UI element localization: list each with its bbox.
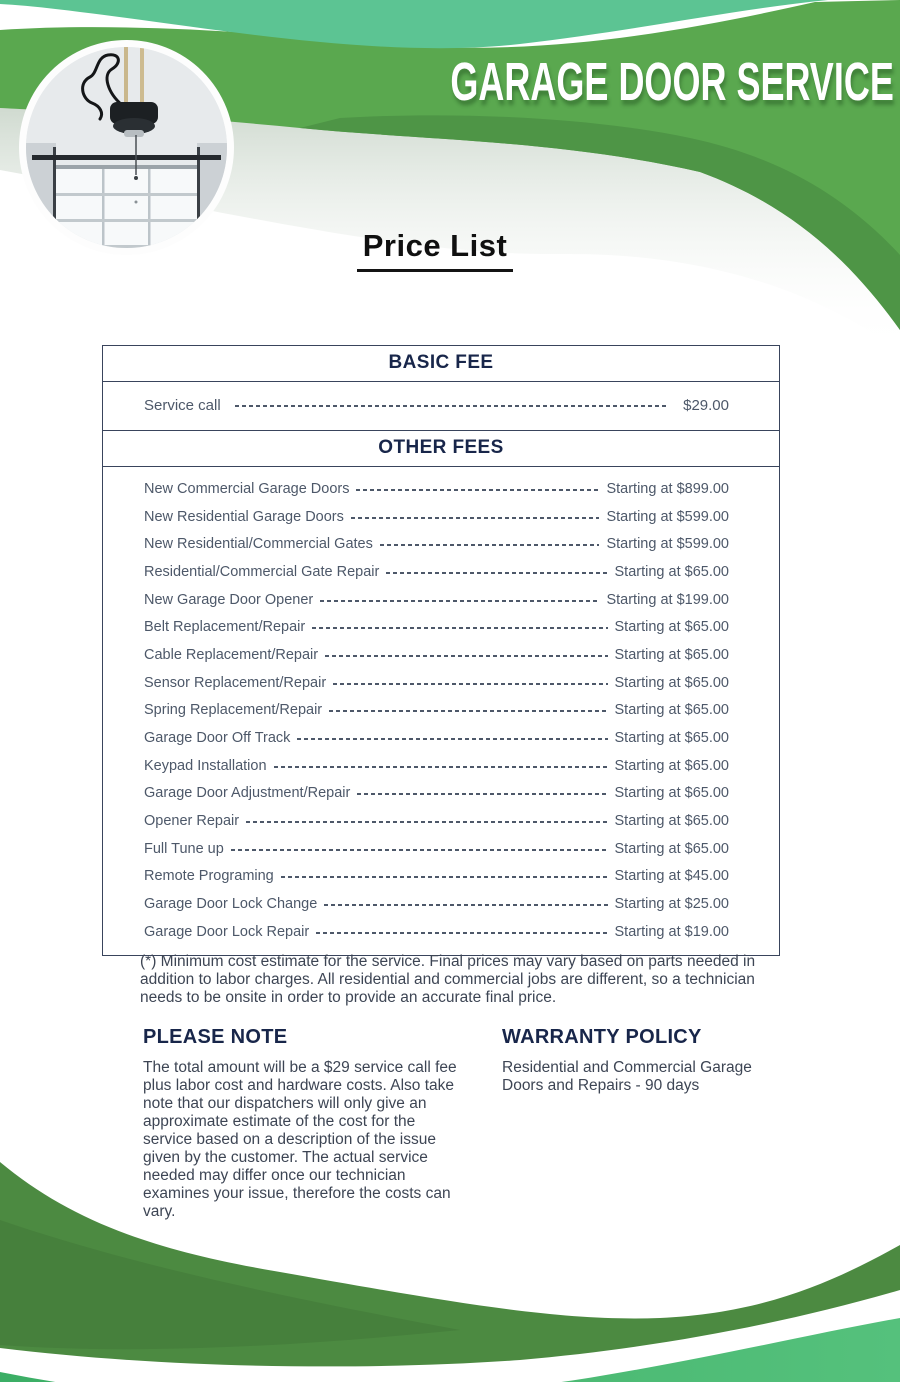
garage-door-illustration [26,47,227,248]
fee-price: Starting at $65.00 [614,757,729,774]
fee-label: Remote Programing [144,868,274,885]
torsion-bar [32,155,221,160]
fee-price: Starting at $599.00 [606,508,729,525]
dotted-leader [351,517,600,519]
opener-strap [124,47,128,105]
wire-knob [134,176,138,180]
dotted-leader [274,766,608,768]
fee-row [144,807,729,835]
dotted-leader [324,904,607,906]
fee-label: Cable Replacement/Repair [144,646,319,663]
fee-row [144,475,729,503]
dotted-leader [329,710,607,712]
dotted-leader [281,876,608,878]
dotted-leader [297,738,607,740]
fee-row [144,669,729,697]
fee-price: Starting at $65.00 [614,674,729,691]
fee-label: Residential/Commercial Gate Repair [144,563,380,580]
door-header [56,165,197,169]
basic-fee-heading: BASIC FEE [103,346,779,382]
disclaimer-note: (*) Minimum cost estimate for the service. Final prices may vary based on parts needed in addition to labor charges. All residential and commercial jobs are different, so a technician needs to be onsite in order to provide an accurate final price. [140,953,756,1007]
fee-label: Garage Door Lock Change [144,896,318,913]
brand-title: GARAGE DOOR SERVICE [450,50,894,112]
fee-row [144,530,729,558]
fee-row [144,863,729,891]
fee-row [144,780,729,808]
dotted-leader [325,655,607,657]
fee-row [144,890,729,918]
fee-price: Starting at $65.00 [614,563,729,580]
fee-price: Starting at $65.00 [614,785,729,802]
please-note-heading: PLEASE NOTE [143,1026,288,1048]
warranty-policy-heading: WARRANTY POLICY [502,1026,702,1048]
fee-row [144,918,729,946]
fee-row [144,503,729,531]
fee-price: Starting at $199.00 [606,591,729,608]
fee-price: Starting at $65.00 [614,730,729,747]
fee-label: Garage Door Lock Repair [144,923,310,940]
fee-row [144,724,729,752]
fee-row [144,641,729,669]
fee-price: Starting at $19.00 [614,923,729,940]
page-title-wrap [0,228,885,272]
fee-price: Starting at $65.00 [614,619,729,636]
fee-price: Starting at $45.00 [614,868,729,885]
dotted-leader [246,821,607,823]
please-note-body: The total amount will be a $29 service call fee plus labor cost and hardware costs. Also take note that our dispatchers will only give an approximate estimate of the cost for the service based on a description of the issue given by the customer. The actual service needed may differ once our technician examines your issue, therefore the costs can vary. [143,1059,457,1220]
fee-row [144,394,729,416]
fee-label: New Residential/Commercial Gates [144,536,373,553]
fee-label: Service call [144,396,221,414]
opener-strap [140,47,144,105]
dotted-leader [231,849,608,851]
fee-label: Garage Door Adjustment/Repair [144,785,351,802]
page-title: Price List [357,228,514,272]
dotted-leader [356,489,599,491]
fee-label: Sensor Replacement/Repair [144,674,327,691]
other-fees-heading: OTHER FEES [103,430,779,467]
fee-price: Starting at $65.00 [614,646,729,663]
fee-label: Garage Door Off Track [144,730,291,747]
fee-label: Keypad Installation [144,757,267,774]
opener-light [124,130,144,137]
fee-label: New Residential Garage Doors [144,508,344,525]
fee-label: Spring Replacement/Repair [144,702,323,719]
fee-price: Starting at $599.00 [606,536,729,553]
fee-row [144,613,729,641]
fee-label: Belt Replacement/Repair [144,619,306,636]
door-dot [135,201,138,204]
fee-label: New Garage Door Opener [144,591,314,608]
other-fee-rows [103,467,779,955]
warranty-policy-body: Residential and Commercial Garage Doors and Repairs - 90 days [502,1059,752,1094]
dotted-leader [316,932,607,934]
fee-price: Starting at $65.00 [614,702,729,719]
brand-banner [450,50,894,114]
fee-price: Starting at $899.00 [606,480,729,497]
fee-label: Opener Repair [144,813,240,830]
door-rail [56,193,197,196]
fee-row [144,752,729,780]
basic-fee-rows [103,382,779,430]
door-rail [56,219,197,222]
dotted-leader [312,627,607,629]
dotted-leader [235,405,667,407]
fee-price: $29.00 [683,396,729,414]
garage-door-photo [19,40,234,255]
fee-label: Full Tune up [144,840,224,857]
fee-row [144,558,729,586]
fee-row [144,586,729,614]
fee-price: Starting at $65.00 [614,840,729,857]
fee-row [144,835,729,863]
dotted-leader [333,683,607,685]
dotted-leader [386,572,607,574]
fee-price: Starting at $65.00 [614,813,729,830]
price-table [102,345,780,956]
dotted-leader [320,600,599,602]
fee-row [144,697,729,725]
fee-price: Starting at $25.00 [614,896,729,913]
fee-label: New Commercial Garage Doors [144,480,350,497]
dotted-leader [357,793,607,795]
dotted-leader [380,544,600,546]
